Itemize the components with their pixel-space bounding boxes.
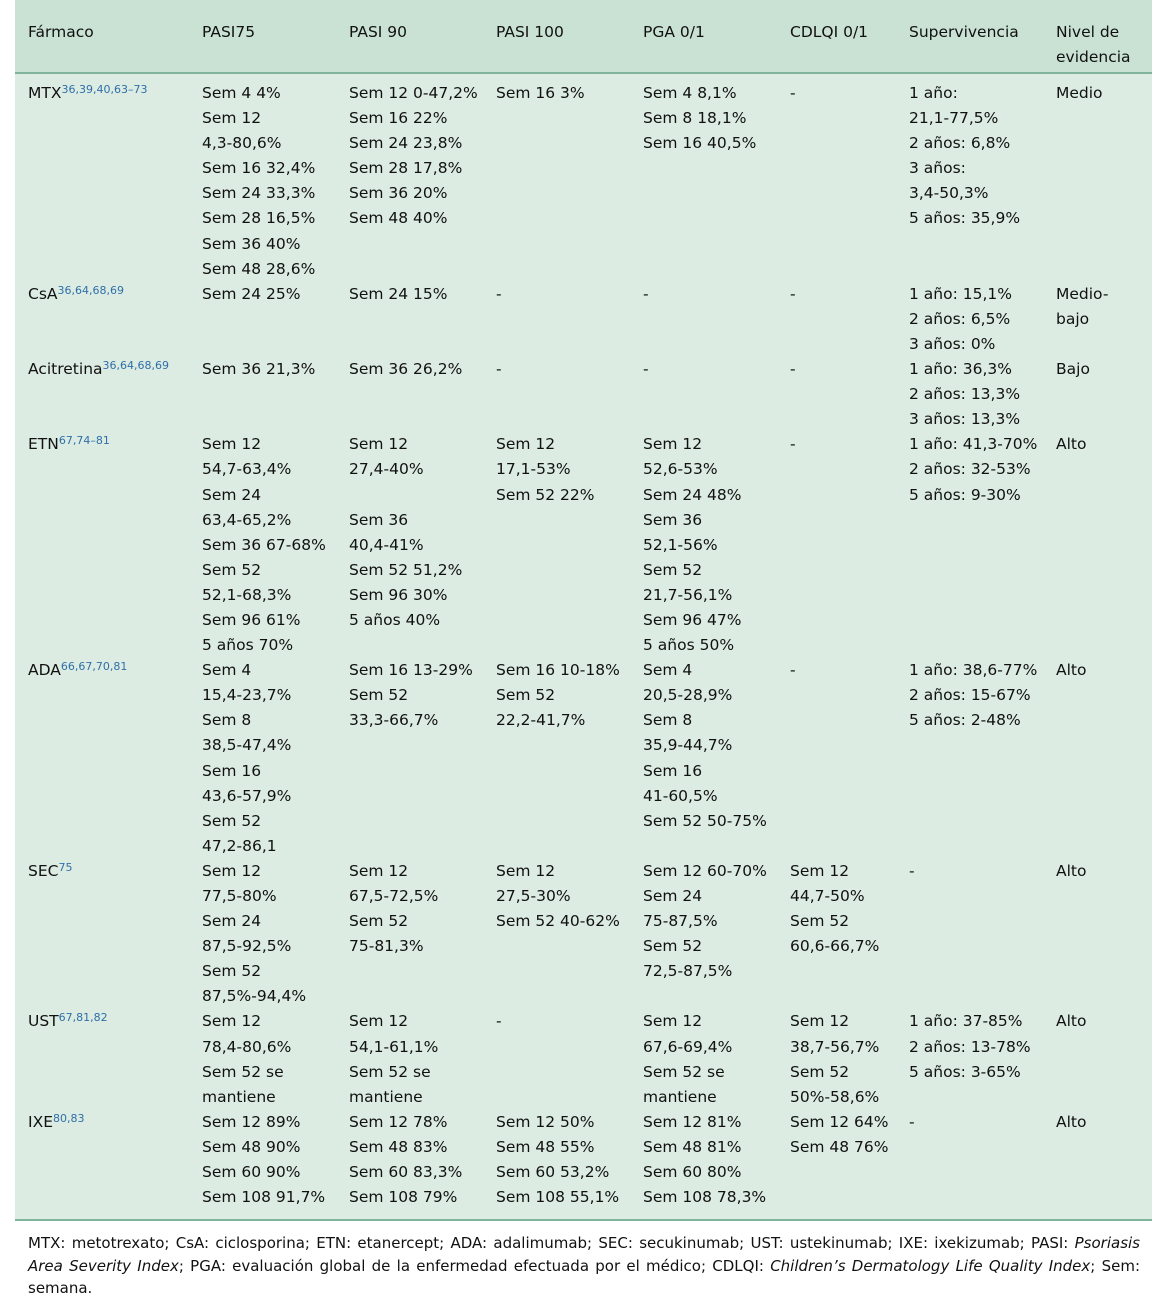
pasi100-cell [483,432,630,658]
reference-superscript: 36,39,40,63–73 [61,83,148,96]
cell-text-line: bajo [1056,309,1090,328]
cdlqi-cell [777,859,896,1010]
cell-text-line: Sem 48 40% [349,209,448,228]
table-header-row [15,0,1152,73]
pasi75-cell [189,1009,336,1109]
pasi90-cell [336,859,483,1010]
cell-text-line: 52,1-56% [643,535,718,554]
drug-cell [15,1110,189,1210]
cell-text-line: 77,5-80% [202,887,277,905]
cell-text-line: Alto [1056,1112,1087,1131]
document-page [15,0,1152,1310]
pga-cell [630,432,777,658]
cell-text-line: - [790,661,796,680]
header-pasi100: PASI 100 [483,0,630,73]
cell-text-line: 67,6-69,4% [643,1037,733,1056]
cell-text-line: Sem 108 91,7% [202,1188,326,1207]
cell-text-line: - [909,1112,915,1131]
drug-cell [15,658,189,859]
evidence-cell [1043,1110,1152,1210]
pga-cell [630,658,777,859]
table-row [15,1110,1152,1210]
cell-text-line: Sem 4 4% [202,84,281,102]
cell-text-line: Sem 28 17,8% [349,159,463,178]
cell-text-line: Sem 16 32,4% [202,159,316,178]
reference-superscript: 36,64,68,69 [102,359,169,373]
cell-text-line: 75-87,5% [643,912,718,931]
cell-text-line: Sem 12 [202,109,262,128]
cell-text-line: 2 años: 6,5% [909,309,1011,328]
cell-text-line: Sem 96 30% [349,585,448,604]
cell-text-line: Sem 24 [643,887,703,905]
cell-text-line: Sem 60 83,3% [349,1163,463,1182]
cell-text-line: Sem 12 [643,1012,703,1031]
cell-text-line: Sem 52 [202,560,262,579]
cell-text-line: 5 años: 2-48% [909,711,1021,730]
reference-superscript: 80,83 [52,1111,85,1125]
pasi75-cell [189,859,336,1010]
cell-text-line: Sem 52 51,2% [349,560,463,579]
cell-text-line: - [496,1012,502,1031]
drug-cell [15,357,189,432]
pasi90-cell [336,1009,483,1109]
cell-text-line: 5 años 50% [643,636,735,655]
header-cdlqi: CDLQI 0/1 [777,0,896,73]
evidence-cell [1043,432,1152,658]
cell-text-line: Sem 60 90% [202,1163,301,1182]
pasi90-cell [336,658,483,859]
cell-text-line: Sem 52 22% [496,485,595,504]
cell-text-line: Sem 12 [790,1012,850,1031]
cell-text-line: 1 año: 41,3-70% [909,435,1038,454]
cell-text-line: Sem 36 [643,510,703,529]
cell-text-line: Sem 52 [790,1062,850,1081]
pasi100-cell [483,1110,630,1210]
cell-text-line: Sem 36 40% [202,234,301,253]
cell-text-line: Sem 24 [202,485,262,504]
reference-superscript: 36,64,68,69 [57,283,124,297]
survival-cell [896,357,1043,432]
header-drug: Fármaco [15,0,189,73]
cell-text-line: Sem 36 [349,510,409,529]
cell-text-line: Sem 16 [202,761,262,780]
cell-text-line: Sem 24 25% [202,284,301,303]
cdlqi-cell [777,1110,896,1210]
cell-text-line: Medio- [1056,284,1109,303]
pasi100-cell [483,282,630,357]
table-row [15,658,1152,859]
cell-text-line: 47,2-86,1 [202,836,277,855]
cell-text-line: 63,4-65,2% [202,510,292,529]
cell-text-line: Sem 12 [202,435,262,454]
cell-text-line: Sem 28 16,5% [202,209,316,228]
pga-cell [630,282,777,357]
cell-text-line: Sem 12 [496,861,556,880]
cell-text-line: Medio [1056,84,1103,102]
cell-text-line: 75-81,3% [349,937,424,956]
table-row [15,282,1152,357]
cell-text-line: 2 años: 13-78% [909,1037,1031,1056]
cell-text-line: - [790,284,796,303]
cell-text-line: Sem 12 60-70% [643,861,767,880]
cell-text-line: Sem 36 26,2% [349,360,463,379]
cell-text-line: Sem 8 [643,711,693,730]
pga-cell [630,1009,777,1109]
cell-text-line: 27,4-40% [349,460,424,479]
cell-text-line: 21,1-77,5% [909,109,999,128]
pasi90-cell [336,282,483,357]
cell-text-line: - [790,84,796,102]
pasi90-cell [336,73,483,282]
cell-text-line: Sem 12 64% [790,1112,889,1131]
evidence-cell [1043,357,1152,432]
cell-text-line: Sem 4 [643,661,693,680]
cell-text-line: 5 años: 35,9% [909,209,1021,228]
cell-text-line: Sem 52 se [643,1062,725,1081]
cell-text-line: Sem 24 15% [349,284,448,303]
cell-text-line: 5 años 70% [202,636,294,655]
pasi75-cell [189,658,336,859]
cell-text-line: - [790,360,796,379]
pga-cell [630,859,777,1010]
cell-text-line: Sem 52 40-62% [496,912,620,931]
cell-text-line: Alto [1056,861,1087,880]
cell-text-line: Sem 52 [496,686,556,705]
cell-text-line: - [790,435,796,454]
cell-text-line: Sem 60 53,2% [496,1163,610,1182]
cell-text-line: 60,6-66,7% [790,937,880,956]
cell-text-line: 1 año: 38,6-77% [909,661,1038,680]
cell-text-line: 2 años: 6,8% [909,134,1011,153]
pga-cell [630,1110,777,1210]
pasi100-cell [483,658,630,859]
reference-superscript: 67,74–81 [58,434,110,448]
drug-cell [15,73,189,282]
cell-text-line: Sem 48 76% [790,1137,889,1156]
cell-text-line: 27,5-30% [496,887,571,905]
survival-cell [896,282,1043,357]
cell-text-line: Sem 48 55% [496,1137,595,1156]
header-pasi75: PASI75 [189,0,336,73]
cell-text-line: Sem 4 8,1% [643,84,737,102]
cell-text-line: Sem 12 [349,1012,409,1031]
pasi100-cell [483,73,630,282]
cell-text-line: 1 año: [909,84,958,102]
cell-text-line: mantiene [349,1087,423,1106]
cell-text-line: Sem 12 [496,435,556,454]
cell-text-line: Sem 16 22% [349,109,448,128]
cell-text-line: Sem 36 67-68% [202,535,326,554]
cell-text-line: Sem 16 10-18% [496,661,620,680]
evidence-cell [1043,859,1152,1010]
cell-text-line: Sem 12 [790,861,850,880]
results-table-container [15,0,1152,1220]
drug-cell [15,432,189,658]
cdlqi-cell [777,658,896,859]
cell-text-line: mantiene [643,1087,717,1106]
cell-text-line: Sem 108 78,3% [643,1188,767,1207]
pasi90-cell [336,1110,483,1210]
table-bottom-rule [15,1219,1152,1221]
cell-text-line: 5 años: 3-65% [909,1062,1021,1081]
cell-text-line: 3 años: 0% [909,334,996,353]
cdlqi-cell [777,357,896,432]
cell-text-line: Sem 16 3% [496,84,585,102]
cell-text-line: 1 año: 15,1% [909,284,1012,303]
cell-text-line: 2 años: 32-53% [909,460,1031,479]
drug-cell [15,282,189,357]
cell-text-line: Sem 96 47% [643,610,742,629]
cell-text-line: - [643,284,649,303]
header-pga: PGA 0/1 [630,0,777,73]
cell-text-line: Sem 16 [643,761,703,780]
drug-name: IXE [28,1112,53,1131]
survival-cell [896,432,1043,658]
cell-text-line: 21,7-56,1% [643,585,733,604]
cell-text-line: 1 año: 37-85% [909,1012,1023,1031]
cell-text-line: Sem 16 13-29% [349,661,473,680]
cell-text-line [349,483,479,508]
cell-text-line: Sem 12 [202,861,262,880]
cell-text-line: 78,4-80,6% [202,1037,292,1056]
cell-text-line: Sem 108 55,1% [496,1188,620,1207]
drug-cell [15,859,189,1010]
cell-text-line: 35,9-44,7% [643,736,733,755]
table-footnote [28,1232,1140,1300]
cell-text-line: 20,5-28,9% [643,686,733,705]
pga-cell [630,357,777,432]
cell-text-line: Alto [1056,435,1087,454]
footnote-text: ; Sem: semana. [28,1256,1141,1297]
drug-name: ETN [28,435,59,454]
pasi75-cell [189,282,336,357]
cell-text-line: Sem 52 [790,912,850,931]
cell-text-line: Sem 52 se [202,1062,284,1081]
cell-text-line: 87,5%-94,4% [202,987,307,1006]
cell-text-line: 87,5-92,5% [202,937,292,956]
cell-text-line: 2 años: 15-67% [909,686,1031,705]
cell-text-line: 5 años: 9-30% [909,485,1021,504]
cell-text-line: 52,6-53% [643,460,718,479]
pasi90-cell [336,357,483,432]
footnote-italic-pasi: Psoriasis Area Severity Index [28,1234,1140,1275]
cell-text-line: 67,5-72,5% [349,887,439,905]
table-row [15,859,1152,1010]
cell-text-line: Sem 8 18,1% [643,109,747,128]
drug-cell [15,1009,189,1109]
cell-text-line: Sem 4 [202,661,252,680]
cell-text-line: - [909,861,915,880]
reference-superscript: 75 [58,860,73,874]
cell-text-line: Alto [1056,661,1087,680]
evidence-cell [1043,658,1152,859]
cdlqi-cell [777,282,896,357]
cell-text-line: Sem 52 [643,937,703,956]
cell-text-line: 17,1-53% [496,460,571,479]
cell-text-line: Sem 16 40,5% [643,134,757,153]
cell-text-line: 3,4-50,3% [909,184,989,203]
cell-text-line: Sem 52 [643,560,703,579]
results-table [15,0,1152,1210]
cell-text-line: 2 años: 13,3% [909,385,1021,404]
evidence-cell [1043,1009,1152,1109]
reference-superscript: 67,81,82 [58,1011,108,1025]
cell-text-line: Sem 12 [643,435,703,454]
pasi100-cell [483,357,630,432]
header-pasi90: PASI 90 [336,0,483,73]
pasi75-cell [189,432,336,658]
cell-text-line: Sem 12 89% [202,1112,301,1131]
cell-text-line: 15,4-23,7% [202,686,292,705]
footnote-italic-cdlqi: Children’s Dermatology Life Quality Index [770,1256,1091,1275]
survival-cell [896,73,1043,282]
cell-text-line: 72,5-87,5% [643,962,733,981]
cell-text-line: Sem 24 23,8% [349,134,463,153]
cell-text-line: 22,2-41,7% [496,711,586,730]
cell-text-line: Sem 12 [202,1012,262,1031]
pga-cell [630,73,777,282]
cell-text-line: Alto [1056,1012,1087,1031]
cell-text-line: Sem 52 50-75% [643,811,767,830]
cell-text-line: Sem 52 [349,686,409,705]
footnote-text: MTX: metotrexato; CsA: ciclosporina; ETN: etanercept; ADA: adalimumab; SEC: secukinumab; UST: ustekinumab; IXE: ixekizumab; PASI: [28,1234,1075,1252]
cell-text-line: Bajo [1056,360,1090,379]
cell-text-line: mantiene [202,1087,276,1106]
cell-text-line: Sem 12 50% [496,1112,595,1131]
cell-text-line: Sem 48 28,6% [202,259,316,278]
cell-text-line: Sem 48 90% [202,1137,301,1156]
cell-text-line: Sem 36 20% [349,184,448,203]
cell-text-line: 4,3-80,6% [202,134,282,153]
header-survival: Supervivencia [896,0,1043,73]
cell-text-line: 3 años: [909,159,966,178]
table-row [15,73,1152,282]
cell-text-line: Sem 8 [202,711,252,730]
footnote-text: ; PGA: evaluación global de la enfermedad efectuada por el médico; CDLQI: [178,1256,771,1275]
pasi100-cell [483,859,630,1010]
cell-text-line: Sem 24 33,3% [202,184,316,203]
drug-name: MTX [28,84,62,102]
cell-text-line: 41-60,5% [643,786,718,805]
cell-text-line: Sem 36 21,3% [202,360,316,379]
pasi90-cell [336,432,483,658]
cell-text-line: - [496,360,502,379]
cell-text-line: Sem 12 0-47,2% [349,84,478,102]
survival-cell [896,1110,1043,1210]
cell-text-line: - [496,284,502,303]
cell-text-line: 40,4-41% [349,535,424,554]
cell-text-line: Sem 48 81% [643,1137,742,1156]
evidence-cell [1043,282,1152,357]
table-row [15,357,1152,432]
cell-text-line: Sem 12 78% [349,1112,448,1131]
cell-text-line: Sem 12 [349,435,409,454]
cell-text-line: 54,7-63,4% [202,460,292,479]
cell-text-line: Sem 12 [349,861,409,880]
cell-text-line: Sem 52 [202,962,262,981]
cell-text-line: Sem 52 [349,912,409,931]
cell-text-line: 5 años 40% [349,610,441,629]
cell-text-line: 50%-58,6% [790,1087,880,1106]
cdlqi-cell [777,73,896,282]
cell-text-line: Sem 96 61% [202,610,301,629]
cell-text-line: Sem 52 se [349,1062,431,1081]
cdlqi-cell [777,432,896,658]
cell-text-line: 38,7-56,7% [790,1037,880,1056]
cell-text-line: 44,7-50% [790,887,865,905]
cell-text-line: Sem 48 83% [349,1137,448,1156]
cell-text-line: Sem 60 80% [643,1163,742,1182]
drug-name: CsA [28,284,58,303]
pasi75-cell [189,357,336,432]
cell-text-line: 38,5-47,4% [202,736,292,755]
cell-text-line: 43,6-57,9% [202,786,292,805]
drug-name: Acitretina [28,360,103,379]
cell-text-line: Sem 24 48% [643,485,742,504]
cell-text-line: Sem 12 81% [643,1112,742,1131]
cell-text-line: 1 año: 36,3% [909,360,1012,379]
cell-text-line: Sem 108 79% [349,1188,458,1207]
survival-cell [896,859,1043,1010]
table-row [15,432,1152,658]
pasi100-cell [483,1009,630,1109]
drug-name: SEC [28,861,59,880]
evidence-cell [1043,73,1152,282]
table-body [15,73,1152,1210]
header-evidence-level: Nivel de evidencia [1043,0,1152,73]
drug-name: UST [28,1012,59,1031]
cell-text-line: 54,1-61,1% [349,1037,439,1056]
pasi75-cell [189,1110,336,1210]
cell-text-line: Sem 52 [202,811,262,830]
cell-text-line: 3 años: 13,3% [909,410,1021,429]
survival-cell [896,1009,1043,1109]
reference-superscript: 66,67,70,81 [60,660,128,674]
cdlqi-cell [777,1009,896,1109]
cell-text-line: - [643,360,649,379]
survival-cell [896,658,1043,859]
cell-text-line: 52,1-68,3% [202,585,292,604]
cell-text-line: 33,3-66,7% [349,711,439,730]
table-row [15,1009,1152,1109]
pasi75-cell [189,73,336,282]
drug-name: ADA [28,661,61,680]
cell-text-line: Sem 24 [202,912,262,931]
